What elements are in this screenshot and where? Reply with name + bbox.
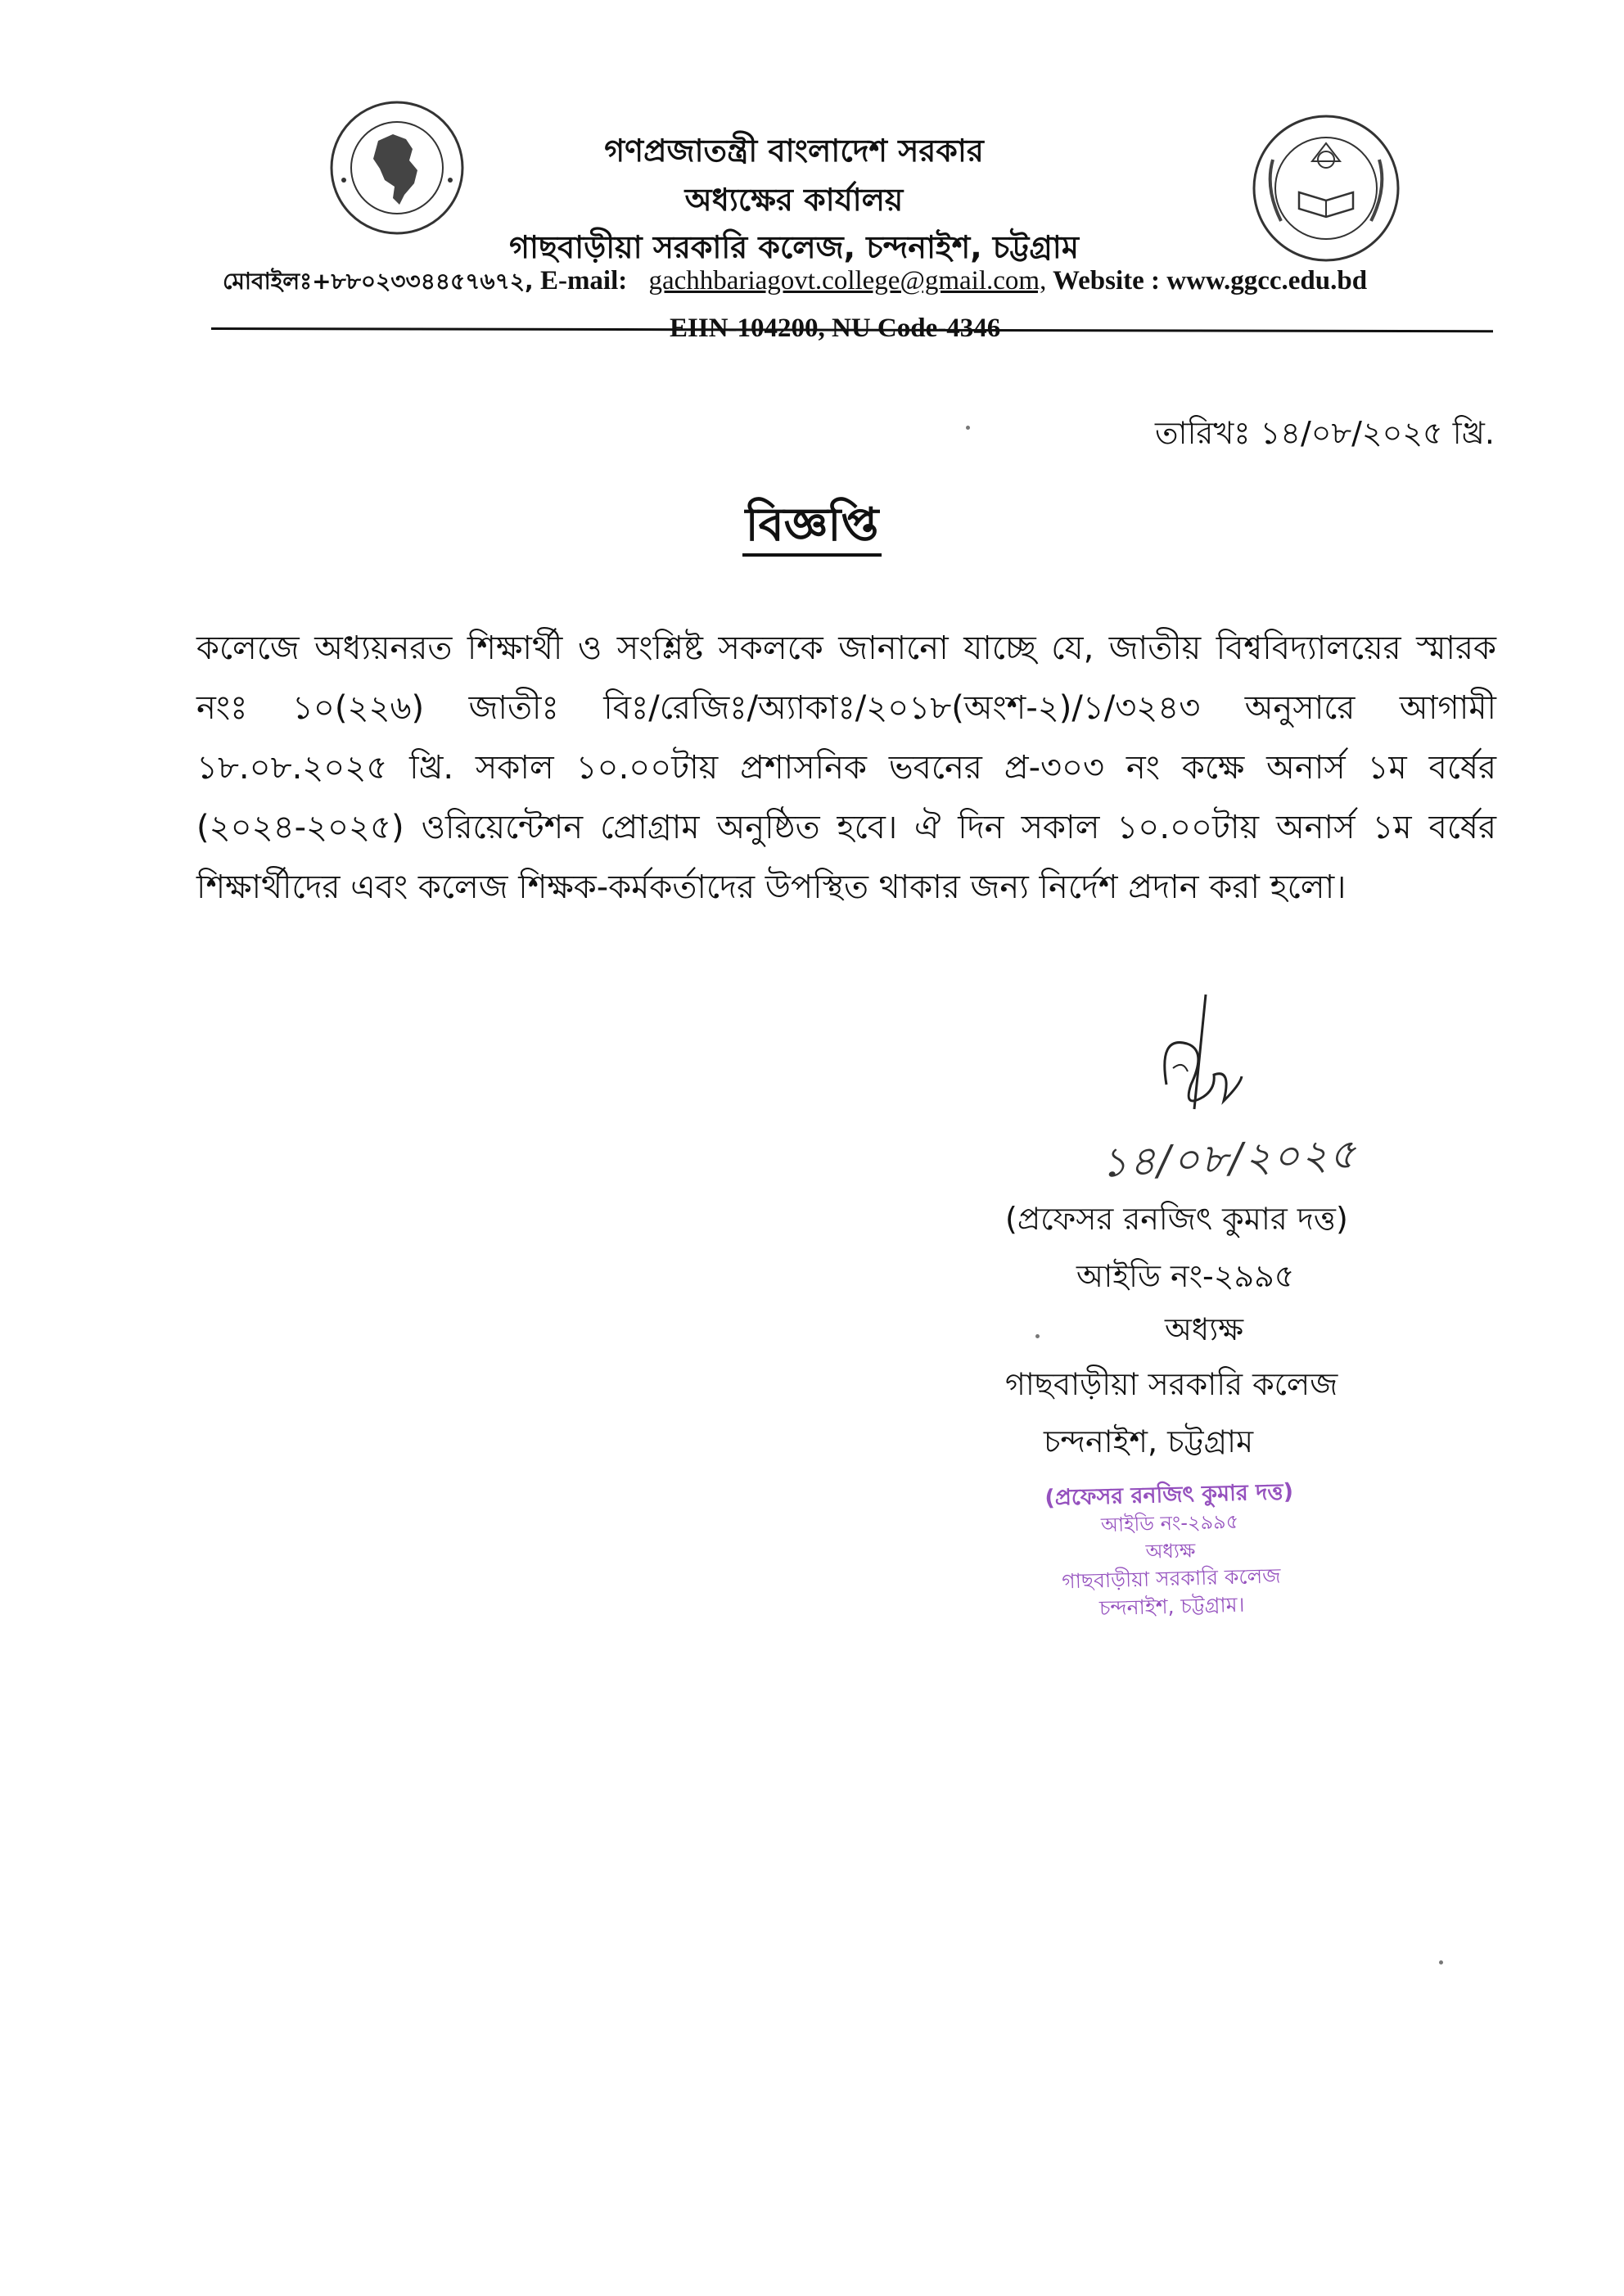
contact-row [223, 264, 1500, 302]
handwritten-date: ১৪/০৮/২০২৫ [1099, 1130, 1359, 1187]
college-seal-icon [1248, 111, 1404, 266]
stamp-college: গাছবাড়ীয়া সরকারি কলেজ [1061, 1563, 1281, 1594]
website-text: Website : www.ggcc.edu.bd [1052, 266, 1368, 295]
notice-title-text: বিজ্ঞপ্তি [742, 498, 882, 557]
scan-speck [1035, 1334, 1040, 1338]
stamp-name: (প্রফেসর রনজিৎ কুমার দত্ত) [1044, 1479, 1294, 1511]
notice-body: কলেজে অধ্যয়নরত শিক্ষার্থী ও সংশ্লিষ্ট সকলকে জানানো যাচ্ছে যে, জাতীয় বিশ্ববিদ্যালয়ের স্মারক নংঃ ১০(২২৬) জাতীঃ বিঃ/রেজিঃ/অ্যাকাঃ/২০১৮(অংশ-২)/১/৩২৪৩ অনুসারে আগামী ১৮.০৮.২০২৫ খ্রি. সকাল ১০.০০টায় প্রশাসনিক ভবনের প্র-৩০৩ নং কক্ষে অনার্স ১ম বর্ষের (২০২৪-২০২৫) ওরিয়েন্টেশন প্রোগ্রাম অনুষ্ঠিত হবে। ঐ দিন সকাল ১০.০০টায় অনার্স ১ম বর্ষের শিক্ষার্থীদের এবং কলেজ শিক্ষক-কর্মকর্তাদের উপস্থিত থাকার জন্য নির্দেশ প্রদান করা হলো। [196, 629, 1496, 906]
email-label: E-mail: [539, 266, 628, 295]
mobile-number: মোবাইলঃ+৮৮০২৩৩৪৪৫৭৬৭২, [223, 268, 534, 295]
government-heading: গণপ্রজাতন্ত্রী বাংলাদেশ সরকার [604, 133, 984, 169]
college-heading: গাছবাড়ীয়া সরকারি কলেজ, চন্দনাইশ, চট্টগ্রাম [509, 229, 1079, 265]
stamp-id: আইডি নং-২৯৯৫ [1100, 1509, 1239, 1537]
signatory-name: (প্রফেসর রনজিৎ কুমার দত্ত) [1005, 1201, 1348, 1237]
notice-date: তারিখঃ ১৪/০৮/২০২৫ খ্রি. [1155, 415, 1495, 451]
signatory-college: গাছবাড়ীয়া সরকারি কলেজ [1005, 1366, 1338, 1402]
scan-speck [966, 426, 970, 430]
stamp-location: চন্দনাইশ, চট্টগ্রাম। [1098, 1592, 1245, 1621]
official-stamp [964, 1476, 1377, 1626]
scan-speck [1439, 1960, 1443, 1964]
stamp-designation: অধ্যক্ষ [1145, 1539, 1196, 1563]
notice-title [0, 489, 1624, 566]
signatory-location: চন্দনাইশ, চট্টগ্রাম [1044, 1423, 1254, 1459]
office-heading: অধ্যক্ষের কার্যালয় [684, 182, 904, 218]
eiin-code: EIIN-104200, NU Code-4346 [670, 314, 1001, 343]
signatory-designation: অধ্যক্ষ [1165, 1311, 1244, 1347]
signatory-id: আইডি নং-২৯৯৫ [1076, 1258, 1295, 1294]
email-link[interactable]: gachhbariagovt.college@gmail.com, [648, 266, 1047, 295]
